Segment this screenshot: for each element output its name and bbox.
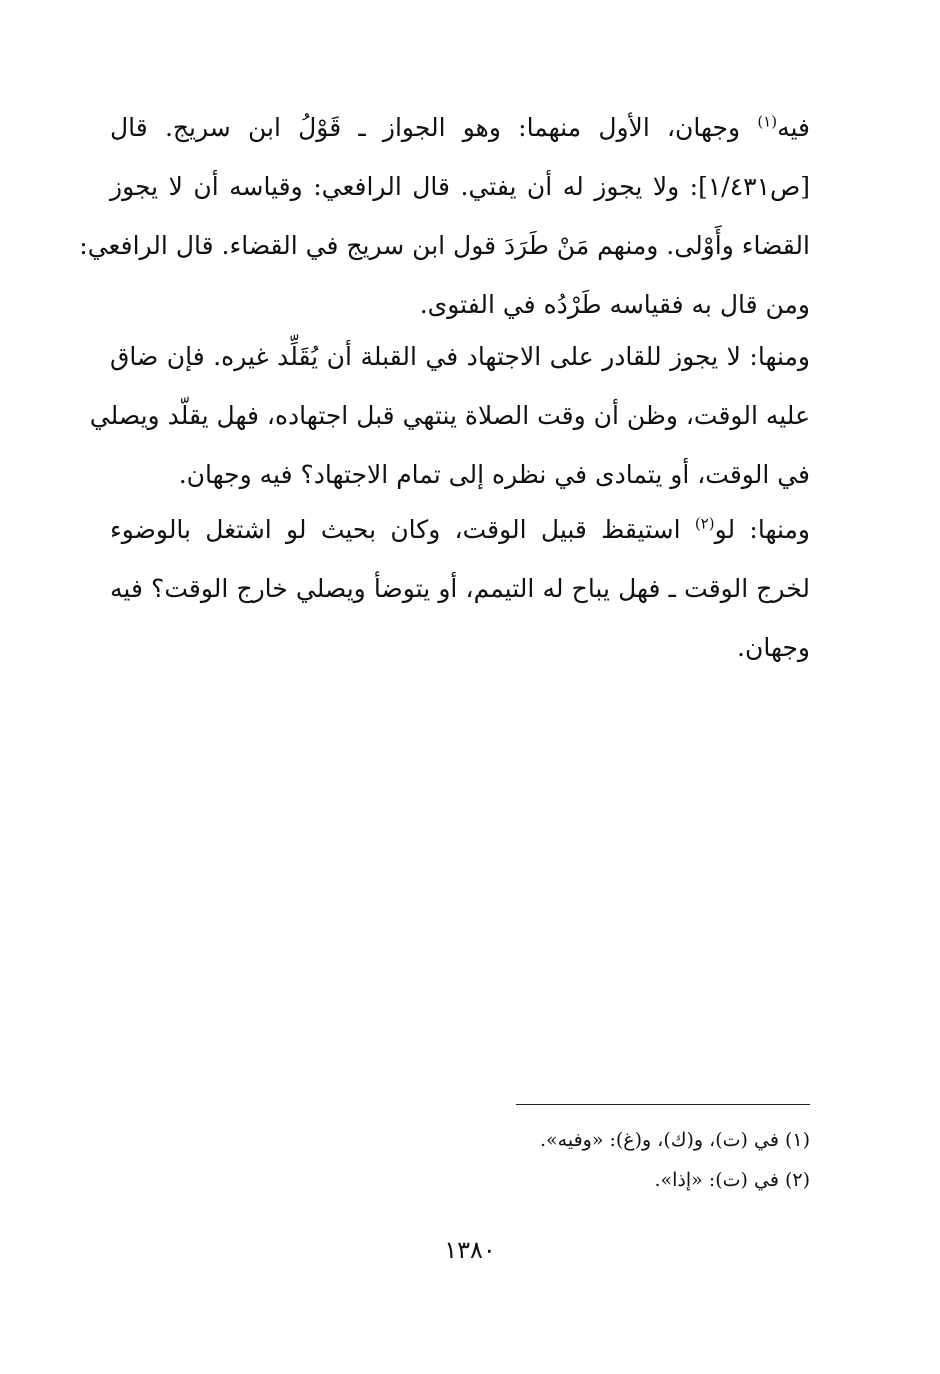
paragraph-1 xyxy=(79,98,810,334)
paragraph-line: عليه الوقت، وظن أن وقت الصلاة ينتهي قبل اجتهاده، فهل يقلّد ويصلي xyxy=(89,401,810,430)
paragraph-line: [ص١/٤٣١]: ولا يجوز له أن يفتي. قال الرافعي: وقياسه أن لا يجوز xyxy=(110,172,810,201)
footnote-marker-2: (٢) xyxy=(694,514,715,533)
line-text: ومنها: لو xyxy=(714,515,810,544)
footnote-marker-1: (١) xyxy=(757,112,778,131)
paragraph-line: لخرج الوقت ـ فهل يباح له التيمم، أو يتوضأ ويصلي خارج الوقت؟ فيه xyxy=(110,574,810,603)
footnotes xyxy=(110,1120,810,1200)
paragraph-line: القضاء وأَوْلى. ومنهم مَنْ طَرَدَ قول ابن سريج في القضاء. قال الرافعي: xyxy=(79,231,810,260)
paragraph-2 xyxy=(89,327,810,504)
line-text: وجهان، الأول منهما: وهو الجواز ـ قَوْلُ ابن سريج. قال xyxy=(110,113,758,142)
footnote-separator xyxy=(516,1104,810,1105)
paragraph-line xyxy=(110,500,810,559)
line-text: فيه xyxy=(777,113,810,142)
paragraph-line xyxy=(110,98,810,157)
paragraph-line: ومنها: لا يجوز للقادر على الاجتهاد في القبلة أن يُقَلِّد غيره. فإن ضاق xyxy=(110,342,810,371)
paragraph-line: ومن قال به فقياسه طَرْدُه في الفتوى. xyxy=(419,290,810,319)
footnote-1: (١) في (ت)، و(ك)، و(غ): «وفيه». xyxy=(539,1129,810,1151)
page-number: ١٣٨٠ xyxy=(444,1236,496,1264)
line-text: استيقظ قبيل الوقت، وكان بحيث لو اشتغل بالوضوء xyxy=(110,515,695,544)
paragraph-3 xyxy=(110,500,810,677)
paragraph-line: وجهان. xyxy=(737,633,810,662)
paragraph-line: في الوقت، أو يتمادى في نظره إلى تمام الاجتهاد؟ فيه وجهان. xyxy=(178,460,810,489)
footnote-2: (٢) في (ت): «إذا». xyxy=(654,1169,810,1191)
